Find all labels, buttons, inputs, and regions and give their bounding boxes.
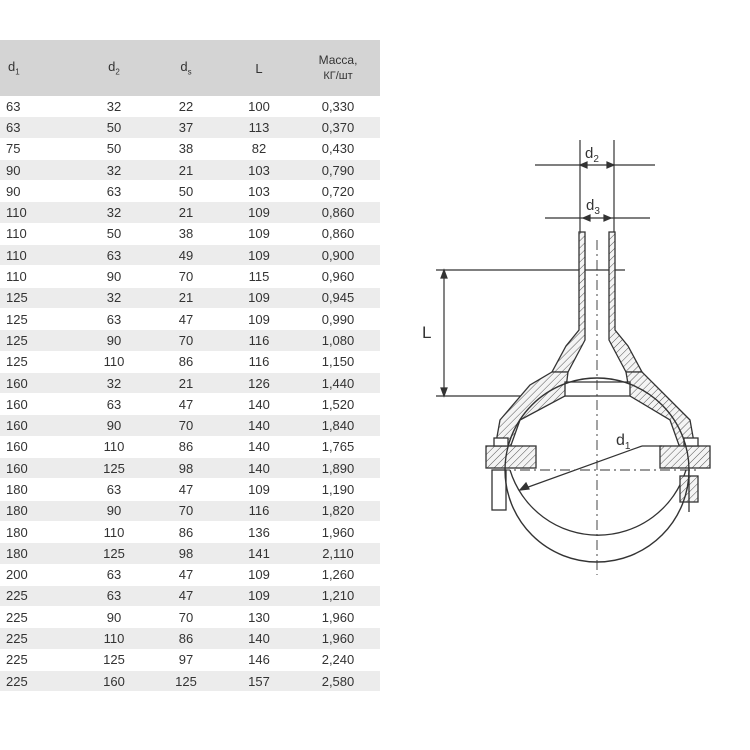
table-cell: 146 [222, 649, 296, 670]
table-cell: 115 [222, 266, 296, 287]
table-cell: 103 [222, 159, 296, 180]
table-cell: 110 [0, 223, 78, 244]
dimension-d1 [520, 446, 662, 490]
table-cell: 0,430 [296, 138, 380, 159]
table-cell: 1,150 [296, 351, 380, 372]
table-cell: 50 [78, 117, 150, 138]
table-row [0, 245, 380, 266]
table-cell: 109 [222, 223, 296, 244]
table-cell: 103 [222, 181, 296, 202]
table-cell: 98 [150, 458, 222, 479]
table-cell: 125 [150, 671, 222, 692]
table-cell: 113 [222, 117, 296, 138]
table-cell: 63 [78, 245, 150, 266]
table-cell: 126 [222, 372, 296, 393]
table-cell: 2,580 [296, 671, 380, 692]
table-cell: 97 [150, 649, 222, 670]
table-cell: 1,890 [296, 458, 380, 479]
table-cell: 116 [222, 351, 296, 372]
table-cell: 225 [0, 628, 78, 649]
table-cell: 90 [78, 415, 150, 436]
table-row [0, 521, 380, 542]
table-cell: 1,960 [296, 521, 380, 542]
table-cell: 90 [78, 266, 150, 287]
table-cell: 110 [78, 628, 150, 649]
table-row [0, 500, 380, 521]
table-cell: 160 [0, 458, 78, 479]
table-row [0, 543, 380, 564]
table-cell: 200 [0, 564, 78, 585]
table-cell: 90 [0, 159, 78, 180]
table-cell: 47 [150, 394, 222, 415]
header-length: L [222, 40, 296, 96]
table-cell: 110 [0, 266, 78, 287]
table-cell: 50 [78, 138, 150, 159]
label-d2: $d_2$ [585, 145, 599, 165]
table-cell: 63 [78, 394, 150, 415]
table-cell: 82 [222, 138, 296, 159]
table-cell: 225 [0, 671, 78, 692]
table-cell: 47 [150, 564, 222, 585]
table-cell: 160 [78, 671, 150, 692]
header-d2: $d_2$ [78, 40, 150, 96]
table-cell: 63 [78, 308, 150, 329]
table-cell: 140 [222, 628, 296, 649]
table-cell: 225 [0, 585, 78, 606]
table-cell: 109 [222, 585, 296, 606]
table-cell: 160 [0, 372, 78, 393]
table-cell: 98 [150, 543, 222, 564]
table-cell: 160 [0, 415, 78, 436]
table-cell: 100 [222, 96, 296, 117]
table-cell: 49 [150, 245, 222, 266]
table-cell: 1,440 [296, 372, 380, 393]
table-cell: 47 [150, 308, 222, 329]
table-cell: 110 [78, 436, 150, 457]
table-row [0, 138, 380, 159]
table-row [0, 394, 380, 415]
header-d1: $d_1$ [0, 40, 78, 96]
table-row [0, 671, 380, 692]
table-row [0, 287, 380, 308]
table-row [0, 266, 380, 287]
table-cell: 130 [222, 607, 296, 628]
table-cell: 225 [0, 607, 78, 628]
table-cell: 70 [150, 330, 222, 351]
label-length: L [422, 323, 432, 342]
table-cell: 116 [222, 500, 296, 521]
table-cell: 47 [150, 585, 222, 606]
table-cell: 1,080 [296, 330, 380, 351]
table-cell: 0,860 [296, 223, 380, 244]
table-cell: 157 [222, 671, 296, 692]
table-body [0, 96, 380, 692]
label-d3: $d_3$ [586, 197, 600, 217]
table-cell: 140 [222, 415, 296, 436]
table-cell: 116 [222, 330, 296, 351]
table-row [0, 223, 380, 244]
table-cell: 225 [0, 649, 78, 670]
table-cell: 70 [150, 500, 222, 521]
table-cell: 109 [222, 245, 296, 266]
table-cell: 141 [222, 543, 296, 564]
table-cell: 140 [222, 436, 296, 457]
table-cell: 63 [0, 96, 78, 117]
table-cell: 21 [150, 159, 222, 180]
table-cell: 0,860 [296, 202, 380, 223]
label-d1: $d_1$ [616, 432, 631, 452]
header-ds: $d_s$ [150, 40, 222, 96]
table-row [0, 181, 380, 202]
table-cell: 1,765 [296, 436, 380, 457]
table-cell: 1,520 [296, 394, 380, 415]
table-cell: 125 [78, 649, 150, 670]
table-row [0, 351, 380, 372]
table-cell: 38 [150, 138, 222, 159]
table-cell: 86 [150, 436, 222, 457]
table-row [0, 159, 380, 180]
saddle-body [495, 372, 695, 448]
table-cell: 38 [150, 223, 222, 244]
flanges [486, 438, 710, 468]
table-cell: 47 [150, 479, 222, 500]
table-cell: 1,840 [296, 415, 380, 436]
table-cell: 86 [150, 628, 222, 649]
table-cell: 70 [150, 415, 222, 436]
table-cell: 109 [222, 564, 296, 585]
table-cell: 21 [150, 287, 222, 308]
header-mass: Масса, КГ/шт [296, 40, 380, 96]
saddle-clamp-drawing [400, 120, 740, 580]
table-cell: 109 [222, 308, 296, 329]
table-cell: 32 [78, 96, 150, 117]
table-cell: 86 [150, 351, 222, 372]
table-cell: 32 [78, 287, 150, 308]
table-row [0, 372, 380, 393]
table-cell: 0,900 [296, 245, 380, 266]
table-cell: 110 [0, 202, 78, 223]
table-cell: 180 [0, 479, 78, 500]
table-cell: 21 [150, 202, 222, 223]
table-cell: 0,960 [296, 266, 380, 287]
table-cell: 180 [0, 500, 78, 521]
table-header-row [0, 40, 380, 96]
table-row [0, 585, 380, 606]
table-row [0, 308, 380, 329]
table-cell: 70 [150, 266, 222, 287]
table-cell: 125 [0, 330, 78, 351]
table-cell: 90 [78, 500, 150, 521]
table-cell: 0,945 [296, 287, 380, 308]
table-row [0, 202, 380, 223]
table-row [0, 330, 380, 351]
table-row [0, 628, 380, 649]
table-cell: 0,790 [296, 159, 380, 180]
table-cell: 125 [78, 543, 150, 564]
table-cell: 110 [78, 521, 150, 542]
table-cell: 180 [0, 521, 78, 542]
table-cell: 32 [78, 159, 150, 180]
table-cell: 125 [0, 287, 78, 308]
table-cell: 180 [0, 543, 78, 564]
table-cell: 136 [222, 521, 296, 542]
table-cell: 90 [0, 181, 78, 202]
table-cell: 37 [150, 117, 222, 138]
table-cell: 160 [0, 394, 78, 415]
table-cell: 1,190 [296, 479, 380, 500]
table-row [0, 415, 380, 436]
table-cell: 63 [78, 585, 150, 606]
table-row [0, 607, 380, 628]
table-row [0, 649, 380, 670]
table-cell: 32 [78, 372, 150, 393]
table-cell: 21 [150, 372, 222, 393]
table-cell: 0,330 [296, 96, 380, 117]
table-cell: 110 [78, 351, 150, 372]
table-cell: 110 [0, 245, 78, 266]
table-cell: 63 [78, 181, 150, 202]
table-cell: 63 [0, 117, 78, 138]
table-cell: 1,210 [296, 585, 380, 606]
dimensions-table [0, 40, 380, 692]
table-row [0, 436, 380, 457]
table-row [0, 458, 380, 479]
table-cell: 90 [78, 607, 150, 628]
table-row [0, 479, 380, 500]
table-cell: 0,990 [296, 308, 380, 329]
table-cell: 1,820 [296, 500, 380, 521]
table-cell: 1,960 [296, 607, 380, 628]
table-cell: 125 [0, 308, 78, 329]
table-cell: 75 [0, 138, 78, 159]
table-row [0, 96, 380, 117]
table-cell: 125 [0, 351, 78, 372]
table-cell: 109 [222, 202, 296, 223]
table-cell: 32 [78, 202, 150, 223]
table-cell: 109 [222, 479, 296, 500]
table-cell: 50 [150, 181, 222, 202]
table-cell: 50 [78, 223, 150, 244]
table-cell: 63 [78, 479, 150, 500]
table-cell: 160 [0, 436, 78, 457]
table-row [0, 117, 380, 138]
table-cell: 109 [222, 287, 296, 308]
table-cell: 90 [78, 330, 150, 351]
table-cell: 70 [150, 607, 222, 628]
table-cell: 22 [150, 96, 222, 117]
table-cell: 86 [150, 521, 222, 542]
table-cell: 2,240 [296, 649, 380, 670]
table-cell: 1,960 [296, 628, 380, 649]
table-cell: 140 [222, 394, 296, 415]
table-cell: 63 [78, 564, 150, 585]
table-cell: 0,370 [296, 117, 380, 138]
table-cell: 1,260 [296, 564, 380, 585]
table-cell: 2,110 [296, 543, 380, 564]
table-row [0, 564, 380, 585]
table-cell: 125 [78, 458, 150, 479]
table-cell: 0,720 [296, 181, 380, 202]
table-cell: 140 [222, 458, 296, 479]
